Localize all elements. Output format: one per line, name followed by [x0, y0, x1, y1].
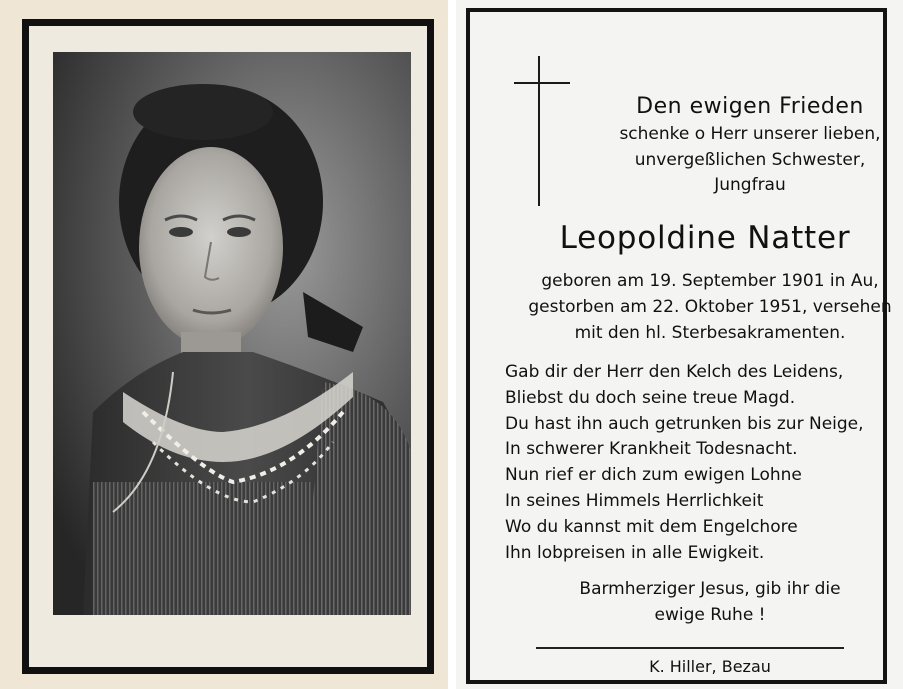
poem-line: Bliebst du doch seine treue Magd. — [505, 387, 796, 408]
invocation-line-2: schenke o Herr unserer lieben, — [619, 124, 881, 144]
poem-line: Nun rief er dich zum ewigen Lohne — [505, 465, 802, 486]
poem-line: In schwerer Krankheit Todesnacht. — [505, 439, 798, 460]
poem-line: Ihn lobpreisen in alle Ewigkeit. — [505, 542, 765, 563]
latin-cross-icon — [538, 56, 540, 206]
prayer-line-1: Barmherziger Jesus, gib ihr die — [579, 579, 841, 599]
poem-line: In seines Himmels Herrlichkeit — [505, 490, 764, 511]
poem-line: Wo du kannst mit dem Engelchore — [505, 516, 798, 537]
obituary-card — [456, 0, 903, 689]
portrait-photo-image — [53, 52, 411, 615]
deceased-name: Leopoldine Natter — [559, 220, 851, 256]
birth-line: geboren am 19. September 1901 in Au, — [541, 271, 879, 291]
divider — [536, 647, 844, 649]
poem — [505, 360, 864, 566]
portrait-photo — [53, 52, 411, 615]
invocation-line-4: Jungfrau — [714, 175, 786, 195]
sacraments-line: mit den hl. Sterbesakramenten. — [574, 323, 846, 343]
latin-cross-icon-bar — [514, 82, 570, 84]
poem-line: Du hast ihn auch getrunken bis zur Neige, — [505, 413, 864, 434]
mourning-border — [466, 8, 892, 684]
poem-line: Gab dir der Herr den Kelch des Leidens, — [505, 362, 844, 382]
mourning-border — [22, 19, 434, 674]
death-line: gestorben am 22. Oktober 1951, versehen — [528, 297, 892, 317]
prayer-line-2: ewige Ruhe ! — [654, 605, 766, 625]
invocation-line-1: Den ewigen Frieden — [636, 94, 864, 119]
printer-credit: K. Hiller, Bezau — [649, 657, 771, 676]
invocation-line-3: unvergeßlichen Schwester, — [634, 150, 866, 170]
portrait-card — [0, 0, 448, 689]
